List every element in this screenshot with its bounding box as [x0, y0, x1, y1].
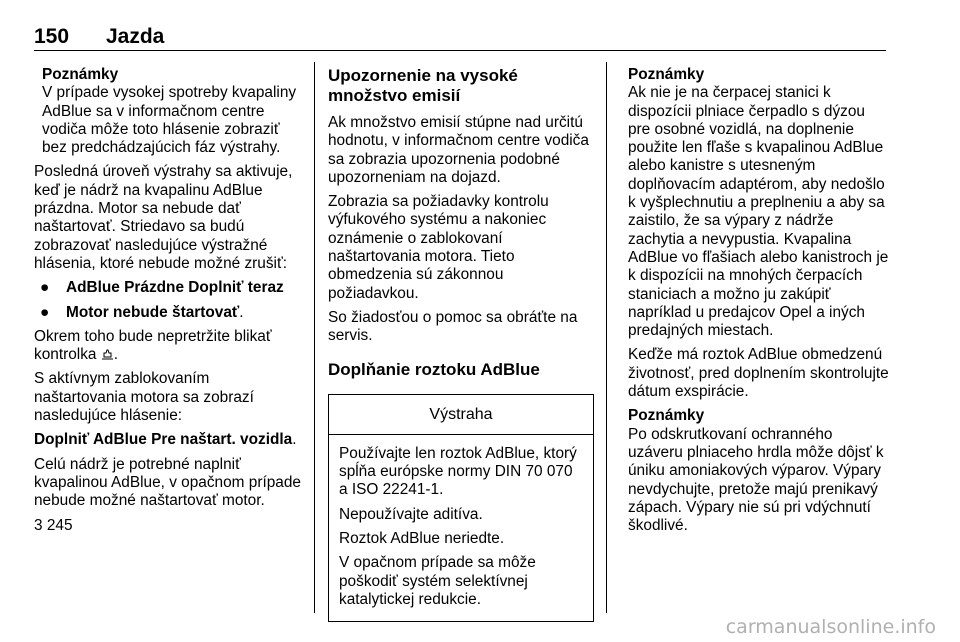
refill-message: Doplniť AdBlue Pre naštart. vozidla [34, 431, 293, 449]
note-text: V prípade vysokej spotreby kvapaliny AdBlue sa v informačnom centre vodiča môže toto hlásenie zobraziť bez predchádzajúcich fáz výstrahy. [42, 84, 297, 157]
list-item-text: Motor nebude štartovať [66, 303, 240, 321]
header-rule [34, 50, 886, 51]
paragraph-final-warning: Posledná úroveň výstrahy sa aktivuje, keď je nádrž na kvapalinu AdBlue prázdna. Motor sa nebude dať naštartovať. Striedavo sa budú zobrazovať nasledujúce výstražné hlásenia, ktoré nebude možné zrušiť: [34, 163, 293, 272]
list-item [34, 279, 302, 297]
paragraph-fill-tank: Celú nádrž je potrebné naplniť kvapalinou AdBlue, v opačnom prípade nebude možné naštartovať motor. [34, 455, 301, 510]
column-1 [34, 66, 302, 541]
paragraph-expiry: Keďže má roztok AdBlue obmedzenú životnosť, pred doplnením skontrolujte dátum exspirácie. [628, 346, 889, 401]
note-text: Po odskrutkovaní ochranného uzáveru plniaceho hrdla môže dôjsť k úniku amoniakových výparov. Výpary nevdychujte, pretože majú prenikavý zápach. Výpary nie sú pri vdýchnutí škodlivé. [628, 425, 884, 535]
warning-light-text: Okrem toho bude nepretržite blikať kontrolka [34, 327, 272, 364]
warning-paragraph: V opačnom prípade sa môže poškodiť systém selektívnej katalytickej redukcie. [339, 554, 536, 608]
section-title: Jazda [106, 25, 165, 48]
note-block [42, 66, 302, 157]
note-block [628, 407, 890, 535]
paragraph-refill-message: Doplniť AdBlue Pre naštart. vozidla. [34, 431, 297, 449]
warning-title: Výstraha [329, 395, 593, 435]
paragraph-emissions-1: Ak množstvo emisií stúpne nad určitú hodnotu, v informačnom centre vodiča sa zobrazia upozornenia podobné upozorneniam na dojazd. [328, 114, 589, 186]
note-text: Ak nie je na čerpacej stanici k dispozícii plniace čerpadlo s dýzou pre osobné vozidlá, na doplnenie použite len fľaše s kvapalinou AdBlue alebo kanistre s utesneným doplňovacím adaptérom, aby nedošlo k vyšplechnutiu a preplneniu a aby sa zaistilo, že sa výpary z nádrže zachytia a nevypustia. Kvapalina AdBlue vo fľašiach alebo kanistroch je k dispozícii na mnohých čerpacích staniciach a možno ju zakúpiť napríklad u predajcov Opel a iných predajných miestach. [628, 84, 889, 340]
cross-reference-page: 245 [46, 516, 73, 534]
arrow-right-icon: 3 [34, 516, 43, 534]
column-divider-2 [606, 62, 607, 613]
warning-paragraph: Používajte len roztok AdBlue, ktorý spĺňa európske normy DIN 70 070 a ISO 22241-1. [339, 444, 577, 499]
paragraph-start-block: S aktívnym zablokovaním naštartovania motora sa zobrazí nasledujúce hlásenie: [34, 370, 254, 425]
warning-box [328, 394, 594, 623]
note-title: Poznámky [628, 66, 705, 83]
warning-message-list [34, 279, 302, 322]
paragraph-warning-light: Okrem toho bude nepretržite blikať kontrolka . [34, 327, 272, 364]
page-number: 150 [34, 25, 70, 48]
adblue-warning-icon [101, 347, 114, 360]
paragraph-emissions-2: Zobrazia sa požiadavky kontrolu výfukového systému a nakoniec oznámenie o zablokovaní naštartovania motora. Tieto obmedzenia sú zákonnou požiadavkou. [328, 193, 549, 302]
list-item-text: AdBlue Prázdne Doplniť teraz [66, 279, 284, 297]
paragraph-emissions-3: So žiadosťou o pomoc sa obráťte na servis. [328, 308, 578, 345]
bullet-icon: ● [40, 279, 50, 297]
note-block [628, 66, 890, 340]
warning-paragraph: Nepoužívajte aditíva. [339, 505, 483, 523]
note-title: Poznámky [42, 66, 119, 83]
warning-paragraph: Roztok AdBlue neriedte. [339, 530, 505, 548]
bullet-icon: ● [40, 303, 50, 321]
watermark: carmanualsonline.info [725, 615, 936, 638]
column-2 [328, 66, 594, 622]
heading-high-emissions: Upozornenie na vysoké množstvo emisií [328, 66, 518, 105]
cross-reference[interactable] [34, 517, 302, 535]
list-item: ● Motor nebude štartovať. [40, 303, 244, 321]
warning-body [329, 435, 593, 621]
note-title: Poznámky [628, 407, 705, 425]
column-divider-1 [314, 62, 315, 613]
column-3 [628, 66, 890, 535]
page-header [34, 25, 165, 48]
heading-refilling-adblue: Doplňanie roztoku AdBlue [328, 359, 540, 379]
